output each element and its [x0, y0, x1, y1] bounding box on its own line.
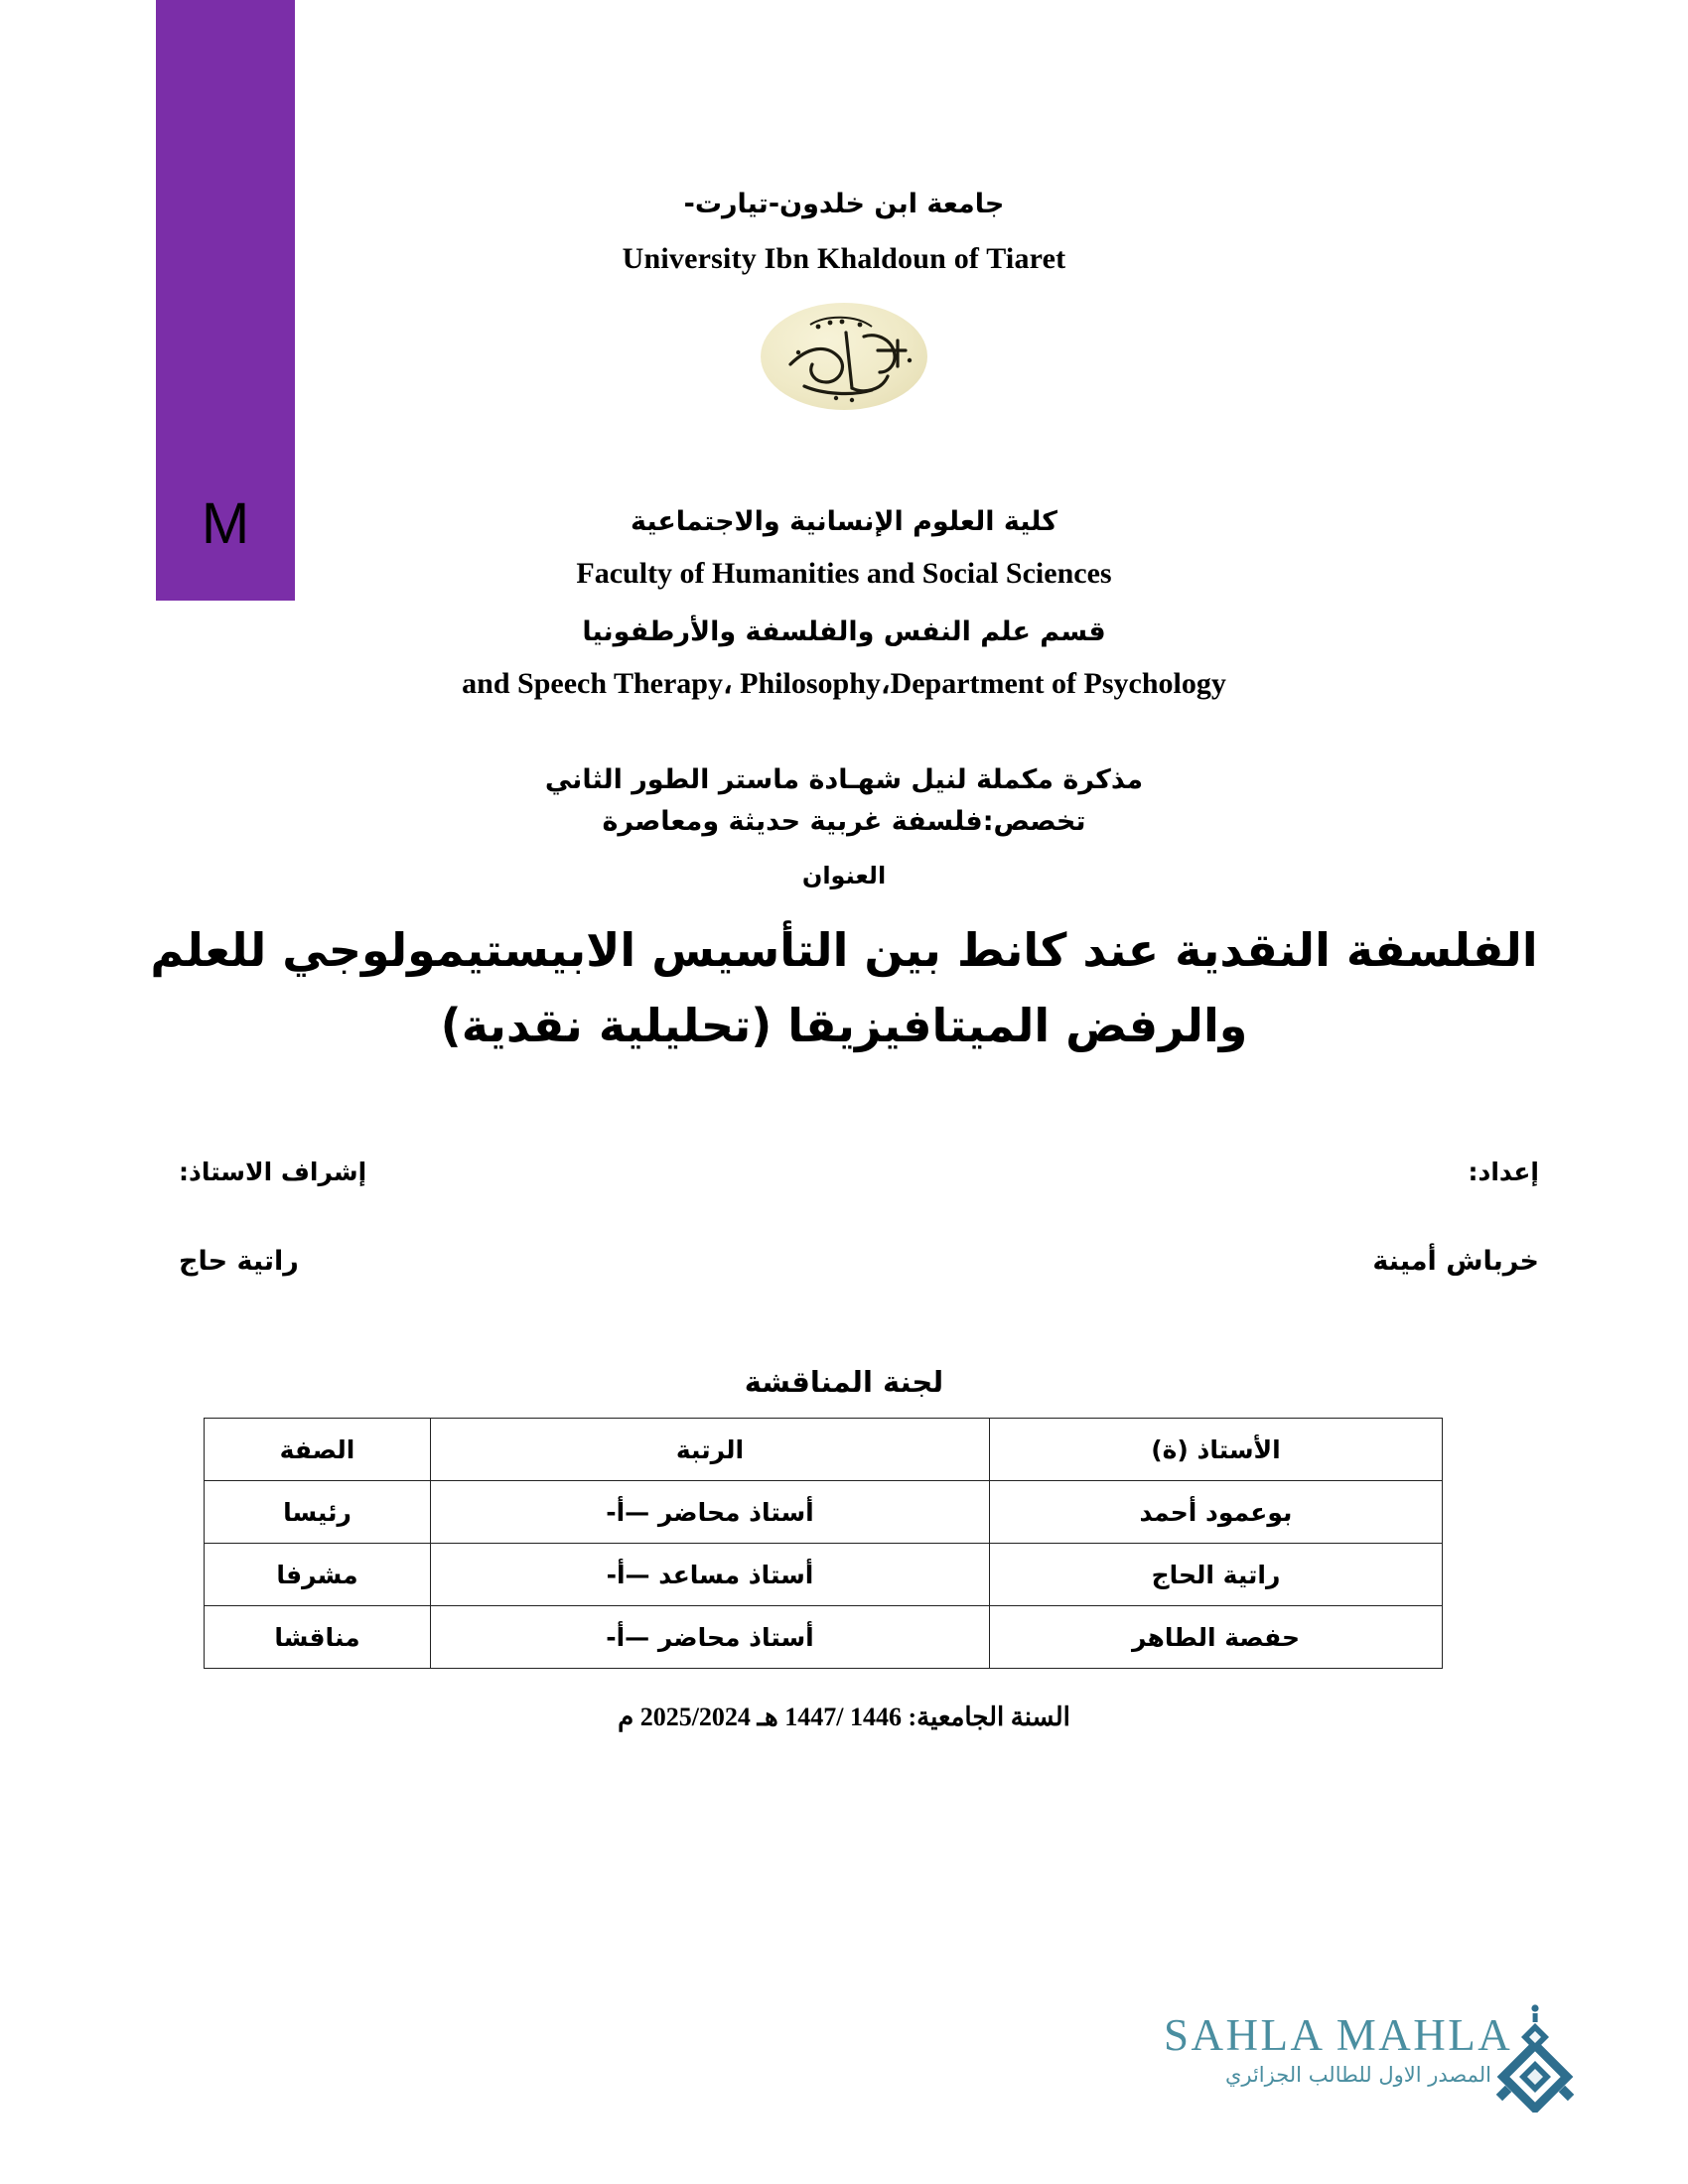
- title-label: العنوان: [801, 861, 887, 889]
- faculty-name-arabic: كلية العلوم الإنسانية والاجتماعية: [630, 506, 1058, 537]
- table-row: [205, 1481, 1443, 1544]
- sahla-mahla-watermark: [1164, 2003, 1581, 2132]
- cell-role: رئيسا: [205, 1481, 431, 1544]
- degree-statement: مذكرة مكملة لنيل شهـادة ماستر الطور الثاني: [544, 764, 1144, 795]
- academic-year: السنة الجامعية: 1446 /1447 هـ 2025/2024 م: [618, 1703, 1070, 1731]
- credits-block: [149, 1157, 1539, 1296]
- university-name-english: University Ibn Khaldoun of Tiaret: [622, 242, 1066, 276]
- faculty-block: [248, 504, 1440, 705]
- supervisor-label: إشراف الاستاذ:: [179, 1158, 367, 1186]
- thesis-title-line-1: الفلسفة النقدية عند كانط بين التأسيس الابيستيمولوجي للعلم: [150, 923, 1538, 977]
- cell-professor: بوعمود أحمد: [990, 1481, 1443, 1544]
- cell-role: مشرفا: [205, 1544, 431, 1606]
- watermark-text: [1164, 2009, 1513, 2087]
- author-name: خرباش أمينة: [1372, 1245, 1539, 1277]
- cell-rank: أستاذ محاضر —أ-: [431, 1606, 990, 1669]
- column-header-professor: الأستاذ (ة): [990, 1419, 1443, 1481]
- supervisor-name: راتية حاج: [179, 1245, 299, 1277]
- jury-table: [204, 1418, 1443, 1669]
- university-logo: [0, 303, 1688, 415]
- cell-professor: حفصة الطاهر: [990, 1606, 1443, 1669]
- sidebar-marker-letter: M: [201, 491, 250, 556]
- thesis-meta-block: [248, 759, 1440, 894]
- watermark-brand: SAHLA MAHLA: [1164, 2010, 1513, 2060]
- author-label: إعداد:: [1468, 1158, 1539, 1186]
- author-column: [1283, 1157, 1539, 1279]
- cell-rank: أستاذ مساعد —أ-: [431, 1544, 990, 1606]
- university-header: [298, 187, 1390, 278]
- table-header-row: [205, 1419, 1443, 1481]
- table-row: [205, 1606, 1443, 1669]
- thesis-title-line-2: والرفض الميتافيزيقا (تحليلية نقدية): [440, 998, 1248, 1052]
- column-header-rank: الرتبة: [431, 1419, 990, 1481]
- thesis-title: [149, 913, 1539, 1064]
- jury-heading: لجنة المناقشة: [744, 1365, 944, 1399]
- cell-rank: أستاذ محاضر —أ-: [431, 1481, 990, 1544]
- column-header-role: الصفة: [205, 1419, 431, 1481]
- department-name-english: and Speech Therapy، Philosophy،Department of Psychology: [462, 667, 1226, 701]
- department-name-arabic: قسم علم النفس والفلسفة والأرطفونيا: [582, 615, 1106, 647]
- cell-professor: راتية الحاج: [990, 1544, 1443, 1606]
- ibn-khaldoun-seal-icon: [761, 303, 927, 410]
- specialty-statement: تخصص:فلسفة غربية حديثة ومعاصرة: [602, 805, 1086, 837]
- sahla-mahla-diamond-icon: [1489, 2003, 1581, 2113]
- supervisor-column: [179, 1157, 366, 1279]
- table-row: [205, 1544, 1443, 1606]
- faculty-name-english: Faculty of Humanities and Social Sciences: [576, 557, 1112, 591]
- university-name-arabic: جامعة ابن خلدون-تيارت-: [683, 189, 1005, 219]
- watermark-tagline: المصدر الاول للطالب الجزائري: [1224, 2063, 1491, 2087]
- cell-role: مناقشا: [205, 1606, 431, 1669]
